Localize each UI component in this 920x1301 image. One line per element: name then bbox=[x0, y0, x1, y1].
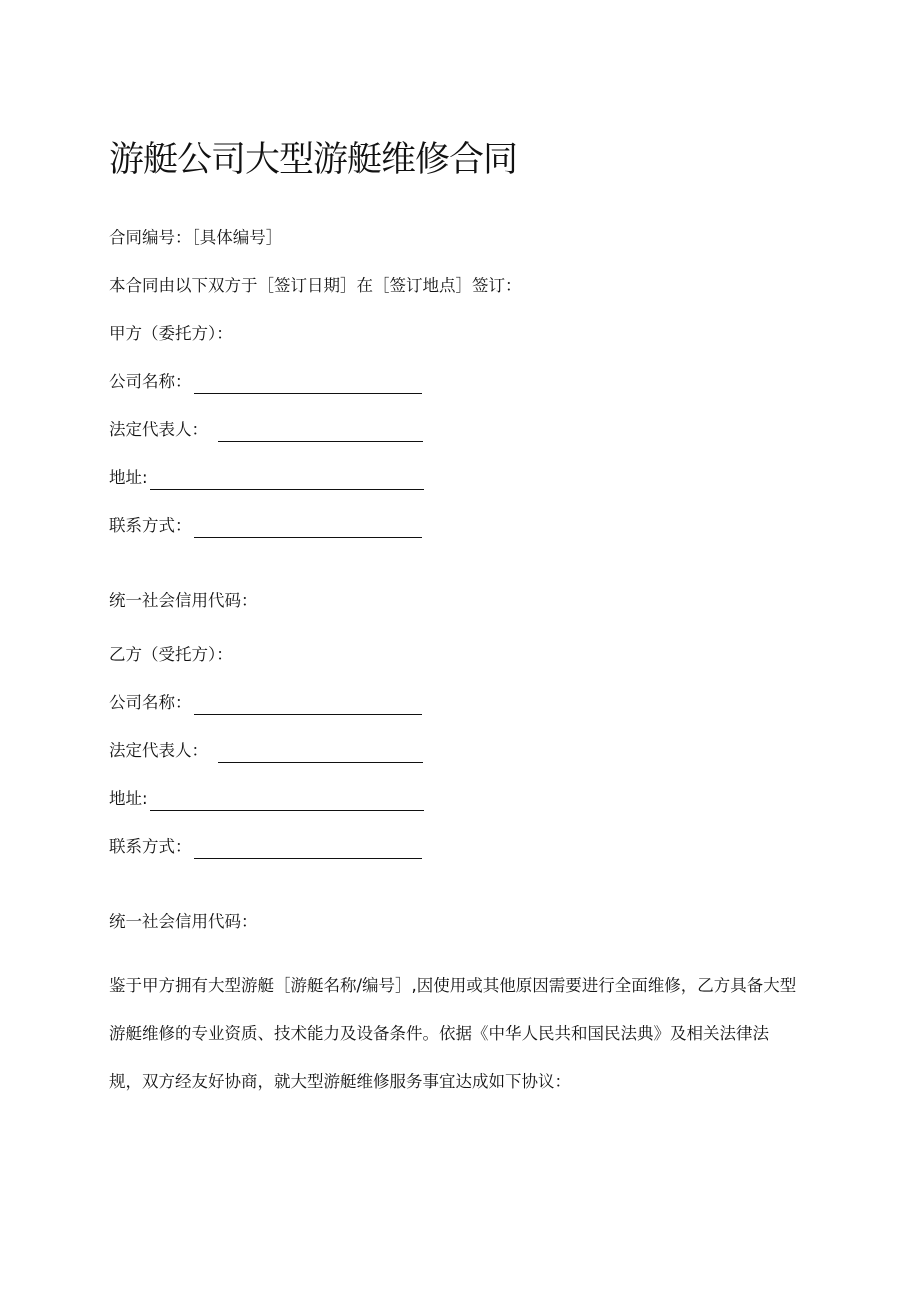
party-a-company-row bbox=[109, 370, 422, 394]
party-a-rep-label: 法定代表人： bbox=[109, 420, 208, 439]
document-title: 游艇公司大型游艇维修合同 bbox=[109, 140, 518, 180]
party-b-heading-text: 乙方（受托方）： bbox=[109, 645, 233, 664]
intro-text: 本合同由以下双方于［签订日期］在［签订地点］签订： bbox=[109, 276, 522, 295]
party-b-company-label: 公司名称： bbox=[109, 693, 192, 712]
preamble-paragraph: 鉴于甲方拥有大型游艇［游艇名称/编号］,因使用或其他原因需要进行全面维修，乙方具备大型游艇维修的专业资质、技术能力及设备条件。依据《中华人民共和国民法典》及相关法律法规，双方经友好协商，就大型游艇维修服务事宜达成如下协议： bbox=[109, 976, 797, 1091]
party-b-address-label: 地址: bbox=[109, 789, 148, 808]
intro-line bbox=[109, 274, 522, 298]
party-b-company-row bbox=[109, 691, 422, 715]
party-b-company-blank[interactable] bbox=[194, 696, 422, 715]
party-a-credit-code-label: 统一社会信用代码： bbox=[109, 591, 258, 610]
party-a-heading-text: 甲方（委托方）： bbox=[109, 324, 233, 343]
party-b-rep-blank[interactable] bbox=[218, 744, 423, 763]
party-b-contact-blank[interactable] bbox=[194, 840, 422, 859]
party-a-rep-row bbox=[109, 418, 423, 442]
contract-number-line bbox=[109, 226, 282, 250]
contract-number-label: 合同编号：［具体编号］ bbox=[109, 228, 283, 247]
party-a-rep-blank[interactable] bbox=[218, 423, 423, 442]
party-a-contact-label: 联系方式： bbox=[109, 516, 192, 535]
party-b-credit-code-label: 统一社会信用代码： bbox=[109, 912, 258, 931]
party-b-rep-row bbox=[109, 739, 423, 763]
party-a-heading bbox=[109, 322, 233, 346]
party-b-address-blank[interactable] bbox=[150, 792, 424, 811]
party-a-contact-blank[interactable] bbox=[194, 519, 422, 538]
party-b-heading bbox=[109, 643, 233, 667]
party-b-address-row bbox=[109, 787, 424, 811]
party-b-rep-label: 法定代表人： bbox=[109, 741, 208, 760]
party-a-address-row bbox=[109, 466, 424, 490]
party-a-company-label: 公司名称： bbox=[109, 372, 192, 391]
party-a-company-blank[interactable] bbox=[194, 375, 422, 394]
party-a-credit-code-row bbox=[109, 589, 258, 613]
party-a-address-label: 地址: bbox=[109, 468, 148, 487]
party-b-credit-code-row bbox=[109, 910, 258, 934]
party-a-contact-row bbox=[109, 514, 422, 538]
party-b-contact-label: 联系方式： bbox=[109, 837, 192, 856]
party-b-contact-row bbox=[109, 835, 422, 859]
party-a-address-blank[interactable] bbox=[150, 471, 424, 490]
